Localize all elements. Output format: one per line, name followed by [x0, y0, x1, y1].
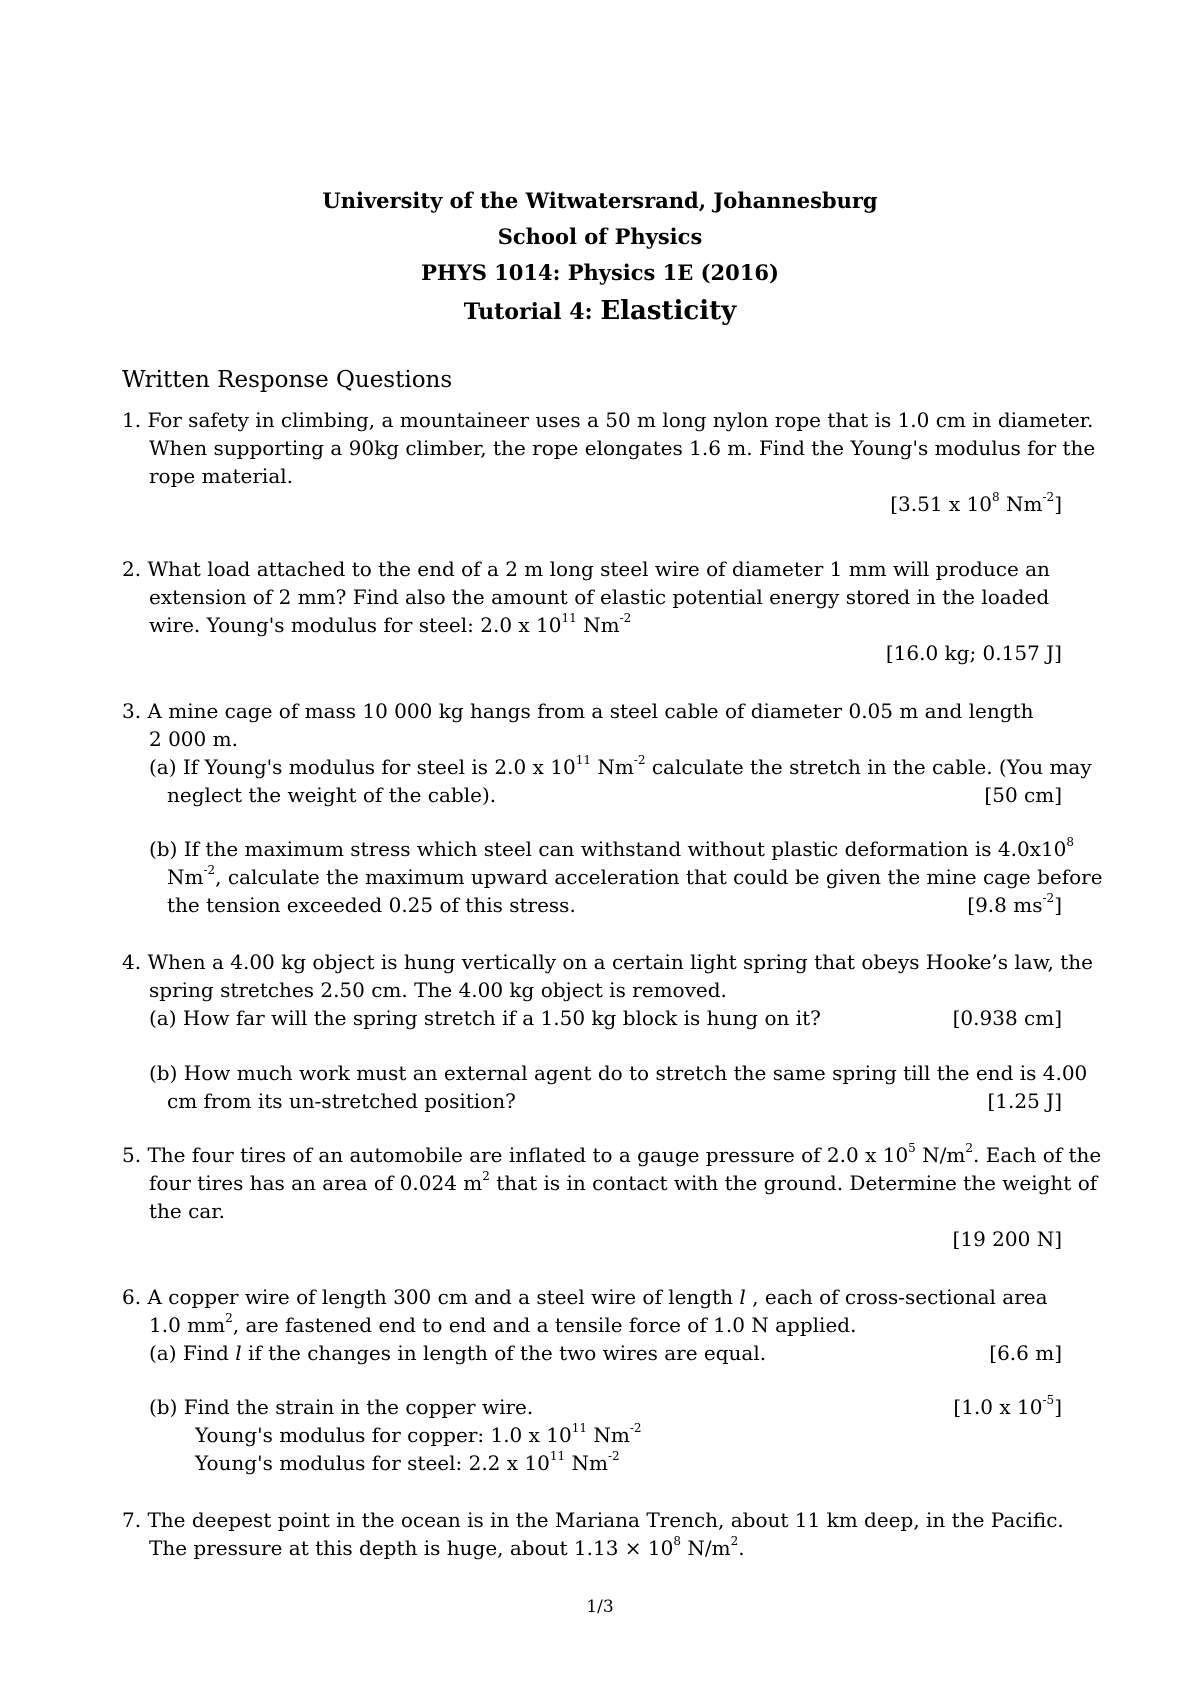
- q3-part-b-line-2: [122, 863, 1103, 891]
- q4-part-b-line-2: [122, 1087, 1062, 1115]
- q4-part-b-answer: [1.25 J]: [987, 1089, 1062, 1113]
- q2-line-3-text: wire. Young's modulus for steel: 2.0 x 10: [149, 613, 562, 637]
- q2-line-2: extension of 2 mm? Find also the amount of elastic potential energy stored in the loaded: [149, 585, 1050, 609]
- q3-part-a-answer: [50 cm]: [984, 783, 1062, 807]
- q3-part-b-text-2: , calculate the maximum upward acceleration that could be given the mine cage before: [215, 865, 1103, 889]
- university-name: University of the Witwatersrand, Johannesburg: [322, 188, 878, 213]
- tutorial-title: [0, 293, 1200, 329]
- q7-line-1: 7. The deepest point in the ocean is in the Mariana Trench, about 11 km deep, in the Pacific.: [122, 1508, 1064, 1532]
- q3-part-a-unit-exp: -2: [633, 753, 646, 768]
- q7-line-2-unit-exp: 2: [730, 1534, 739, 1549]
- q3-part-b-text: (b) If the maximum stress which steel can withstand without plastic deformation is 4.0x10: [149, 837, 1067, 861]
- q2-answer: [16.0 kg; 0.157 J]: [885, 641, 1062, 665]
- q6-steel-exp: 11: [549, 1449, 566, 1464]
- q7-line-2-end: .: [738, 1536, 745, 1560]
- q5-line-1: [122, 1141, 1102, 1169]
- q6-line-1-text: 6. A copper wire of length 300 cm and a steel wire of length: [122, 1285, 740, 1309]
- q6-part-b-answer-close: ]: [1054, 1395, 1062, 1419]
- question-7: [122, 1506, 1062, 1562]
- q7-line-2-exp: 8: [673, 1534, 682, 1549]
- tutorial-prefix: Tutorial 4:: [463, 299, 593, 325]
- q7-line-2-unit: N/m: [681, 1536, 731, 1560]
- question-4: [122, 948, 1093, 1032]
- q1-answer: [122, 490, 1062, 518]
- q5-line-2: [122, 1169, 1098, 1197]
- q7-line-2-text: The pressure at this depth is huge, about 1.13 × 10: [149, 1536, 674, 1560]
- question-6-part-b: [122, 1393, 1062, 1477]
- q4-part-b-line-1: (b) How much work must an external agent do to stretch the same spring till the end is 4.00: [149, 1061, 1088, 1085]
- q6-line-2-exp: 2: [225, 1311, 233, 1326]
- question-3: [122, 697, 1092, 809]
- q3-line-1: 3. A mine cage of mass 10 000 kg hangs from a steel cable of diameter 0.05 m and length: [122, 699, 1034, 723]
- q3-part-a-unit: Nm: [590, 755, 634, 779]
- q6-steel-unit: Nm: [565, 1451, 608, 1475]
- q2-line-3: [122, 611, 1062, 639]
- q6-part-a-text: (a) Find: [149, 1341, 236, 1365]
- tutorial-topic: Elasticity: [600, 296, 737, 326]
- q6-part-b-text: (b) Find the strain in the copper wire.: [149, 1395, 534, 1419]
- q1-line-2: When supporting a 90kg climber, the rope elongates 1.6 m. Find the Young's modulus for the: [149, 436, 1096, 460]
- q1-answer-text: [3.51 x 10: [890, 492, 993, 516]
- q5-answer: [19 200 N]: [952, 1227, 1062, 1251]
- q3-part-b-exp: 8: [1066, 835, 1075, 850]
- q6-part-b-answer: [953, 1393, 1062, 1421]
- q6-line-1-text-2: , each of cross-sectional area: [745, 1285, 1048, 1309]
- q6-part-a-question: [149, 1339, 766, 1367]
- q6-part-b-answer-exp: -5: [1042, 1393, 1055, 1408]
- q6-line-2: [122, 1311, 1062, 1339]
- q1-answer-unit: Nm: [999, 492, 1043, 516]
- q6-copper-unit: Nm: [587, 1423, 630, 1447]
- q3-part-b-answer-close: ]: [1054, 893, 1062, 917]
- section-title: Written Response Questions: [122, 367, 453, 393]
- q5-line-1-text-2: . Each of the: [973, 1143, 1102, 1167]
- q1-answer-exp: 8: [992, 490, 1000, 505]
- q6-constant-steel: [122, 1449, 1062, 1477]
- q5-line-1-unit-exp: 2: [965, 1141, 974, 1156]
- q2-line-3-exp: 11: [561, 611, 577, 626]
- q6-part-a-variable: l: [235, 1341, 242, 1365]
- q4-part-a-answer: [0.938 cm]: [952, 1006, 1062, 1030]
- q6-copper-exp: 11: [571, 1421, 588, 1436]
- q6-part-b: [122, 1393, 1062, 1421]
- q4-part-a: [122, 1004, 1062, 1032]
- q1-line-3: rope material.: [149, 464, 293, 488]
- q3-part-b-answer-exp: -2: [1042, 891, 1055, 906]
- q5-line-1-text: 5. The four tires of an automobile are inflated to a gauge pressure of 2.0 x 10: [122, 1143, 909, 1167]
- q4-line-1: 4. When a 4.00 kg object is hung vertically on a certain light spring that obeys Hooke’s law, the: [122, 950, 1093, 974]
- q5-line-3: the car.: [149, 1199, 225, 1223]
- q3-part-b-line-1: [122, 835, 1075, 863]
- q3-part-a-line-1: [122, 753, 1092, 781]
- q6-line-1: [122, 1283, 1062, 1311]
- q3-line-2: 2 000 m.: [149, 727, 238, 751]
- q5-line-2-text-2: that is in contact with the ground. Determine the weight of: [489, 1171, 1098, 1195]
- q5-line-2-text: four tires has an area of 0.024 m: [149, 1171, 483, 1195]
- q4-part-a-text: (a) How far will the spring stretch if a 1.50 kg block is hung on it?: [149, 1006, 821, 1030]
- question-4-part-b: [122, 1059, 1088, 1115]
- q3-part-b-line-3: [122, 891, 1062, 919]
- q6-variable-l: l: [739, 1285, 746, 1309]
- q6-part-b-answer-text: [1.0 x 10: [953, 1395, 1043, 1419]
- q3-part-b-unit-exp: -2: [203, 863, 216, 878]
- q6-part-a-answer: [6.6 m]: [989, 1341, 1062, 1365]
- q6-copper-unit-exp: -2: [629, 1421, 642, 1436]
- q1-line-1: 1. For safety in climbing, a mountaineer uses a 50 m long nylon rope that is 1.0 cm in diameter.: [122, 408, 1094, 432]
- q2-line-3-unit: Nm: [576, 613, 620, 637]
- page-number: 1/3: [586, 1597, 614, 1617]
- question-3-part-b: [122, 835, 1103, 919]
- q1-answer-unit-exp: -2: [1042, 490, 1055, 505]
- q1-answer-close: ]: [1054, 492, 1062, 516]
- q6-line-2-text-2: , are fastened end to end and a tensile force of 1.0 N applied.: [232, 1313, 857, 1337]
- q6-line-2-text: 1.0 mm: [149, 1313, 226, 1337]
- question-1: [122, 406, 1096, 518]
- q3-part-a-text-2: calculate the stretch in the cable. (You may: [645, 755, 1092, 779]
- q2-line-3-unit-exp: -2: [619, 611, 632, 626]
- q3-part-a-exp: 11: [575, 753, 591, 768]
- q5-line-1-exp: 5: [908, 1141, 916, 1156]
- question-5: [122, 1141, 1102, 1253]
- q3-part-a-text-3: neglect the weight of the cable).: [167, 783, 497, 807]
- q5-line-1-unit: N/m: [915, 1143, 966, 1167]
- q3-part-b-answer: [967, 891, 1062, 919]
- q7-line-2: [122, 1534, 1062, 1562]
- q5-line-2-exp: 2: [482, 1169, 490, 1184]
- q2-line-1: 2. What load attached to the end of a 2 m long steel wire of diameter 1 mm will produce an: [122, 557, 1050, 581]
- q4-line-2: spring stretches 2.50 cm. The 4.00 kg object is removed.: [149, 978, 727, 1002]
- q3-part-a-text: (a) If Young's modulus for steel is 2.0 x 10: [149, 755, 576, 779]
- q6-steel-unit-exp: -2: [607, 1449, 620, 1464]
- q3-part-b-answer-text: [9.8 ms: [967, 893, 1043, 917]
- q3-part-b-unit: Nm: [167, 865, 204, 889]
- q6-copper-text: Young's modulus for copper: 1.0 x 10: [195, 1423, 572, 1447]
- q6-part-a-text-2: if the changes in length of the two wires are equal.: [241, 1341, 767, 1365]
- course-title: PHYS 1014: Physics 1E (2016): [421, 260, 779, 285]
- q6-steel-text: Young's modulus for steel: 2.2 x 10: [195, 1451, 550, 1475]
- q4-part-b-text: cm from its un-stretched position?: [167, 1089, 516, 1113]
- q6-part-a: [122, 1339, 1062, 1367]
- question-2: [122, 555, 1062, 667]
- question-6: [122, 1283, 1062, 1367]
- q3-part-a-line-2: [122, 781, 1062, 809]
- q6-constant-copper: [122, 1421, 1062, 1449]
- q3-part-b-text-3: the tension exceeded 0.25 of this stress.: [167, 893, 576, 917]
- document-header: [0, 183, 1200, 329]
- school-name: School of Physics: [497, 224, 703, 249]
